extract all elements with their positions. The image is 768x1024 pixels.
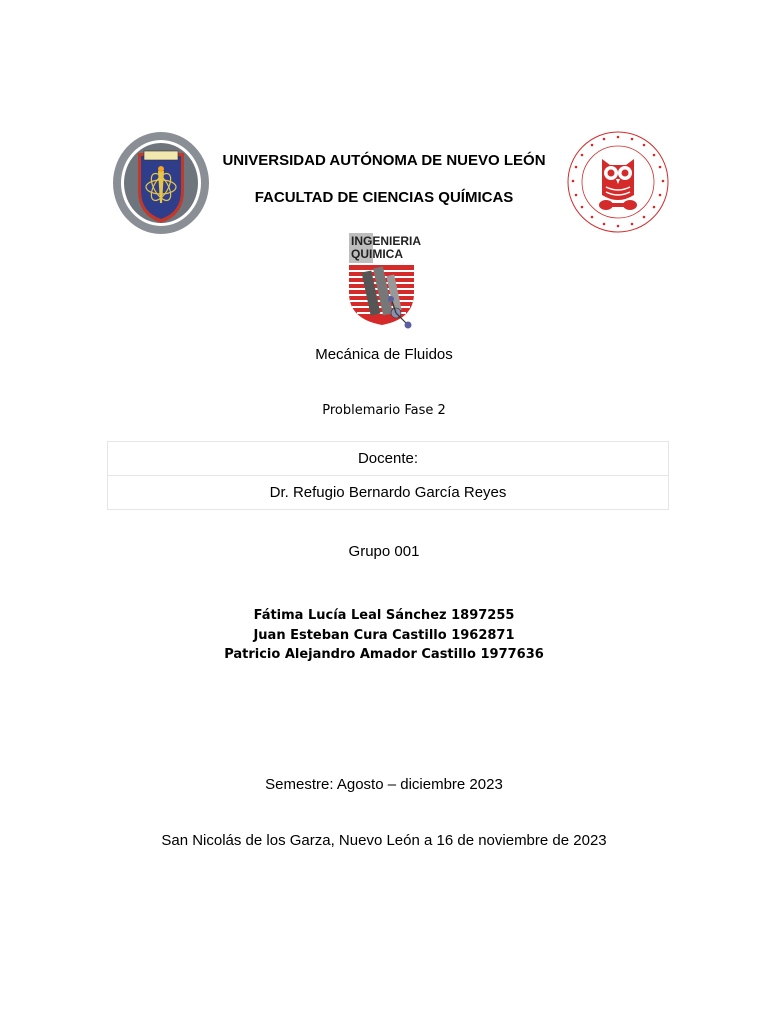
fcq-owl-seal-icon: [566, 129, 670, 235]
docente-name: Dr. Refugio Bernardo García Reyes: [108, 476, 669, 510]
student-item: Juan Esteban Cura Castillo 1962871: [253, 627, 515, 643]
logo-line1: INGENIERIA: [351, 234, 422, 248]
logo-line2: QUIMICA: [351, 247, 403, 261]
student-item: Patricio Alejandro Amador Castillo 1977636: [224, 647, 544, 662]
faculty-title: FACULTAD DE CIENCIAS QUÍMICAS: [254, 189, 514, 206]
docente-table: [107, 441, 669, 510]
students-list: [0, 606, 768, 665]
work-title: Problemario Fase 2: [322, 403, 446, 418]
semester-label: Semestre: Agosto – diciembre 2023: [265, 776, 503, 793]
uanl-seal-icon: [112, 131, 210, 235]
student-item: Fátima Lucía Leal Sánchez 1897255: [253, 608, 515, 623]
place-date: San Nicolás de los Garza, Nuevo León a 16 de noviembre de 2023: [161, 832, 607, 849]
ingenieria-quimica-logo: [344, 231, 436, 336]
course-title: Mecánica de Fluidos: [315, 346, 453, 363]
university-title: UNIVERSIDAD AUTÓNOMA DE NUEVO LEÓN: [222, 152, 546, 169]
fcq-seal-logo: [566, 129, 670, 240]
ingenieria-quimica-logo-icon: [344, 231, 436, 331]
group-label: Grupo 001: [348, 543, 420, 560]
docente-label: Docente:: [108, 442, 669, 476]
table-row: [108, 442, 669, 476]
uanl-seal-logo: [112, 131, 210, 240]
table-row: [108, 476, 669, 510]
